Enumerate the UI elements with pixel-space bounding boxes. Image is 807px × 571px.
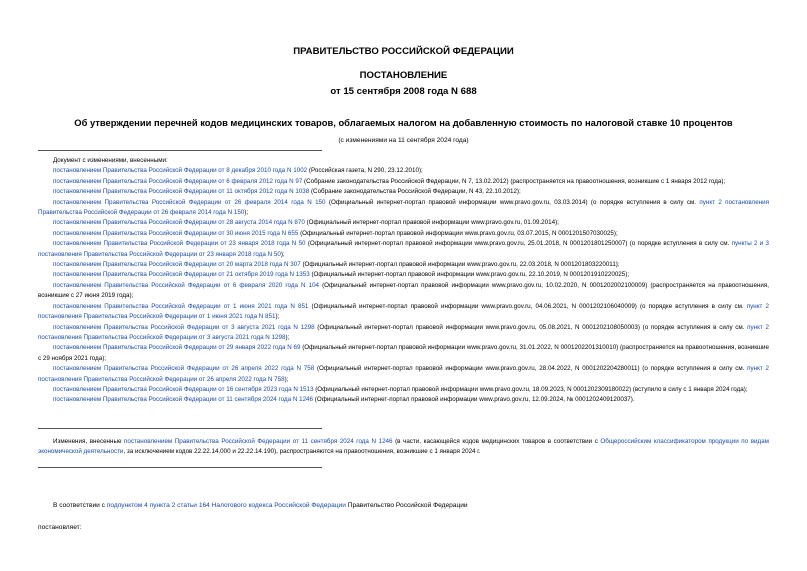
amendment-decree-link[interactable]: постановлением Правительства Российской Федерации от 29 января 2022 года N 69: [53, 344, 301, 352]
amendments-list: [38, 156, 769, 406]
amendment-source-text: (Собрание законодательства Российской Федерации, N 43, 22.10.2012);: [309, 188, 521, 196]
amendment-item: [38, 281, 769, 302]
basis-text: В соответствии с: [53, 502, 107, 509]
amendment-source-text: (Официальный интернет-портал правовой информации www.pravo.gov.ru, 01.09.2014);: [304, 219, 559, 227]
note-text: Изменения, внесенные: [53, 438, 125, 445]
amendment-item: [38, 260, 769, 270]
amendment-source-text: );: [275, 313, 280, 321]
amendment-decree-link[interactable]: постановлением Правительства Российской Федерации от 20 марта 2018 года N 307: [53, 261, 301, 269]
tax-code-link[interactable]: подпунктом 4 пункта 2 статьи 164 Налогового кодекса Российской Федерации: [106, 502, 346, 509]
amendment-source-text: (Официальный интернет-портал правовой информации www.pravo.gov.ru, 10.02.2020, N 0001202002100009) (распространяется на правоотношения, возникшие с 27 июня 2019 года);: [38, 281, 769, 300]
document-type: ПОСТАНОВЛЕНИЕ: [359, 70, 448, 81]
revision-note: (с изменениями на 11 сентября 2024 года): [338, 137, 469, 144]
amendment-decree-link[interactable]: постановлением Правительства Российской Федерации от 26 февраля 2014 года N 150: [53, 198, 326, 206]
amendment-item: [38, 343, 769, 364]
amendment-decree-link[interactable]: постановлением Правительства Российской Федерации от 11 октября 2012 года N 1038: [53, 188, 310, 196]
amendment-decree-link[interactable]: постановлением Правительства Российской Федерации от 28 августа 2014 года N 870: [53, 219, 305, 227]
amendment-source-text: );: [244, 209, 249, 217]
changes-note: [38, 437, 769, 458]
amendment-item: [38, 385, 769, 395]
document-title: Об утверждении перечней кодов медицинских товаров, облагаемых налогом на добавленную стоимость по налоговой ставке 10 процентов: [74, 117, 733, 128]
entry-into-force-link[interactable]: пункт 2 постановления Правительства Российской Федерации от 26 апреля 2022 года N 758: [38, 365, 769, 383]
amendment-item: [38, 198, 769, 219]
amendment-source-text: (Официальный интернет-портал правовой информации www.pravo.gov.ru, 28.04.2022, N 0001202204280011) (о порядке вступления в силу см.: [314, 365, 748, 373]
amendment-source-text: (Официальный интернет-портал правовой информации www.pravo.gov.ru, 03.07.2015, N 0001201507030025);: [298, 229, 618, 237]
amendment-source-text: (Российская газета, N 290, 23.12.2010);: [307, 167, 423, 175]
amendment-decree-link[interactable]: постановлением Правительства Российской Федерации от 26 апреля 2022 года N 758: [53, 365, 315, 373]
amendment-source-text: (Официальный интернет-портал правовой информации www.pravo.gov.ru, 22.03.2018, N 0001201803220011);: [300, 261, 620, 269]
amendment-decree-link[interactable]: постановлением Правительства Российской Федерации от 21 октября 2019 года N 1353: [53, 271, 310, 279]
amendment-item: [38, 364, 769, 385]
amendment-item: [38, 229, 769, 239]
amendment-decree-link[interactable]: постановлением Правительства Российской Федерации от 3 августа 2021 года N 1298: [53, 323, 315, 331]
entry-into-force-link[interactable]: пункты 2 и 3 постановления Правительства Российской Федерации от 23 января 2018 года N 50: [38, 240, 769, 258]
amendment-source-text: );: [284, 375, 289, 383]
amendment-decree-link[interactable]: постановлением Правительства Российской Федерации от 1 июня 2021 года N 851: [53, 302, 309, 310]
amendments-intro: Документ с изменениями, внесенными:: [53, 157, 168, 164]
amendment-source-text: (Официальный интернет-портал правовой информации www.pravo.gov.ru, 04.06.2021, N 0001202106040009) (о порядке вступления в силу см.: [308, 302, 747, 310]
amendment-decree-link[interactable]: постановлением Правительства Российской Федерации от 11 сентября 2024 года N 1246: [53, 396, 314, 404]
note-text: , за исключением кодов 22.22.14.000 и 22.22.14.190), распространяются на правоотношения, возникшие с 1 января 2024 г.: [123, 448, 481, 456]
amendment-decree-link[interactable]: постановлением Правительства Российской Федерации от 8 декабря 2010 года N 1002: [53, 167, 308, 175]
amendment-item: [38, 302, 769, 323]
amendment-decree-link[interactable]: постановлением Правительства Российской Федерации от 16 сентября 2023 года N 1513: [53, 385, 314, 393]
amendment-item: [38, 177, 769, 187]
note-decree-link[interactable]: постановлением Правительства Российской Федерации от 11 сентября 2024 года N 1246: [124, 438, 393, 445]
entry-into-force-link[interactable]: пункт 2 постановления Правительства Российской Федерации от 3 августа 2021 года N 1298: [38, 323, 769, 341]
amendment-decree-link[interactable]: постановлением Правительства Российской Федерации от 23 января 2018 года N 50: [53, 240, 306, 248]
amendment-item: [38, 270, 769, 280]
amendment-decree-link[interactable]: постановлением Правительства Российской Федерации от 6 февраля 2020 года N 104: [53, 281, 320, 289]
amendment-item: [38, 166, 769, 176]
entry-into-force-link[interactable]: пункт 2 постановления Правительства Российской Федерации от 26 февраля 2014 года N 150: [38, 198, 769, 217]
legal-basis: [38, 502, 769, 509]
basis-text: Правительство Российской Федерации: [345, 502, 468, 509]
government-heading: ПРАВИТЕЛЬСТВО РОССИЙСКОЙ ФЕДЕРАЦИИ: [293, 46, 514, 57]
amendment-source-text: (Официальный интернет-портал правовой информации www.pravo.gov.ru, 25.01.2018, N 0001201801250007) (о порядке вступления в силу см.: [305, 240, 732, 248]
divider-bottom: [38, 467, 322, 468]
divider-top: [38, 150, 322, 151]
amendment-item: [38, 323, 769, 344]
amendment-item: [38, 239, 769, 260]
divider-middle: [38, 428, 322, 429]
amendment-source-text: (Официальный интернет-портал правовой информации www.pravo.gov.ru, 12.09.2024, № 0001202409120037).: [313, 396, 635, 404]
amendment-decree-link[interactable]: постановлением Правительства Российской Федерации от 6 февраля 2012 года N 97: [53, 177, 303, 185]
okpd-classifier-link[interactable]: Общероссийским классификатором продукции по видам экономической деятельности: [38, 438, 769, 456]
amendment-source-text: (Собрание законодательства Российской Федерации, N 7, 13.02.2012) (распространяется на правоотношения, возникшие с 1 января 2012 года);: [302, 177, 726, 185]
amendment-item: [38, 395, 769, 405]
amendment-source-text: );: [280, 250, 285, 258]
decree-word: постановляет:: [38, 524, 82, 531]
entry-into-force-link[interactable]: пункт 2 постановления Правительства Российской Федерации от 1 июня 2021 года N 851: [38, 302, 769, 321]
amendment-source-text: (Официальный интернет-портал правовой информации www.pravo.gov.ru, 31.01.2022, N 0001202201310010) (распространяется на правоотношения, возникшие с 29 ноября 2021 года);: [38, 344, 769, 362]
amendment-source-text: (Официальный интернет-портал правовой информации www.pravo.gov.ru, 05.08.2021, N 0001202108050003) (о порядке вступления в силу см.: [314, 323, 748, 331]
amendment-decree-link[interactable]: постановлением Правительства Российской Федерации от 30 июня 2015 года N 655: [53, 229, 299, 237]
document-date-number: от 15 сентября 2008 года N 688: [330, 86, 477, 97]
amendment-item: [38, 187, 769, 197]
amendment-source-text: (Официальный интернет-портал правовой информации www.pravo.gov.ru, 22.10.2019, N 0001201910220025);: [309, 271, 630, 279]
amendment-source-text: );: [285, 333, 290, 341]
note-text: (в части, касающейся кодов медицинских товаров в соответствии с: [392, 438, 601, 445]
amendment-item: [38, 218, 769, 228]
amendment-source-text: (Официальный интернет-портал правовой информации www.pravo.gov.ru, 03.03.2014) (о порядке вступления в силу см.: [325, 198, 700, 206]
amendment-source-text: (Официальный интернет-портал правовой информации www.pravo.gov.ru, 18.09.2023, N 0001202309180022) (вступило в силу с 1 января 2024 года);: [313, 385, 748, 393]
